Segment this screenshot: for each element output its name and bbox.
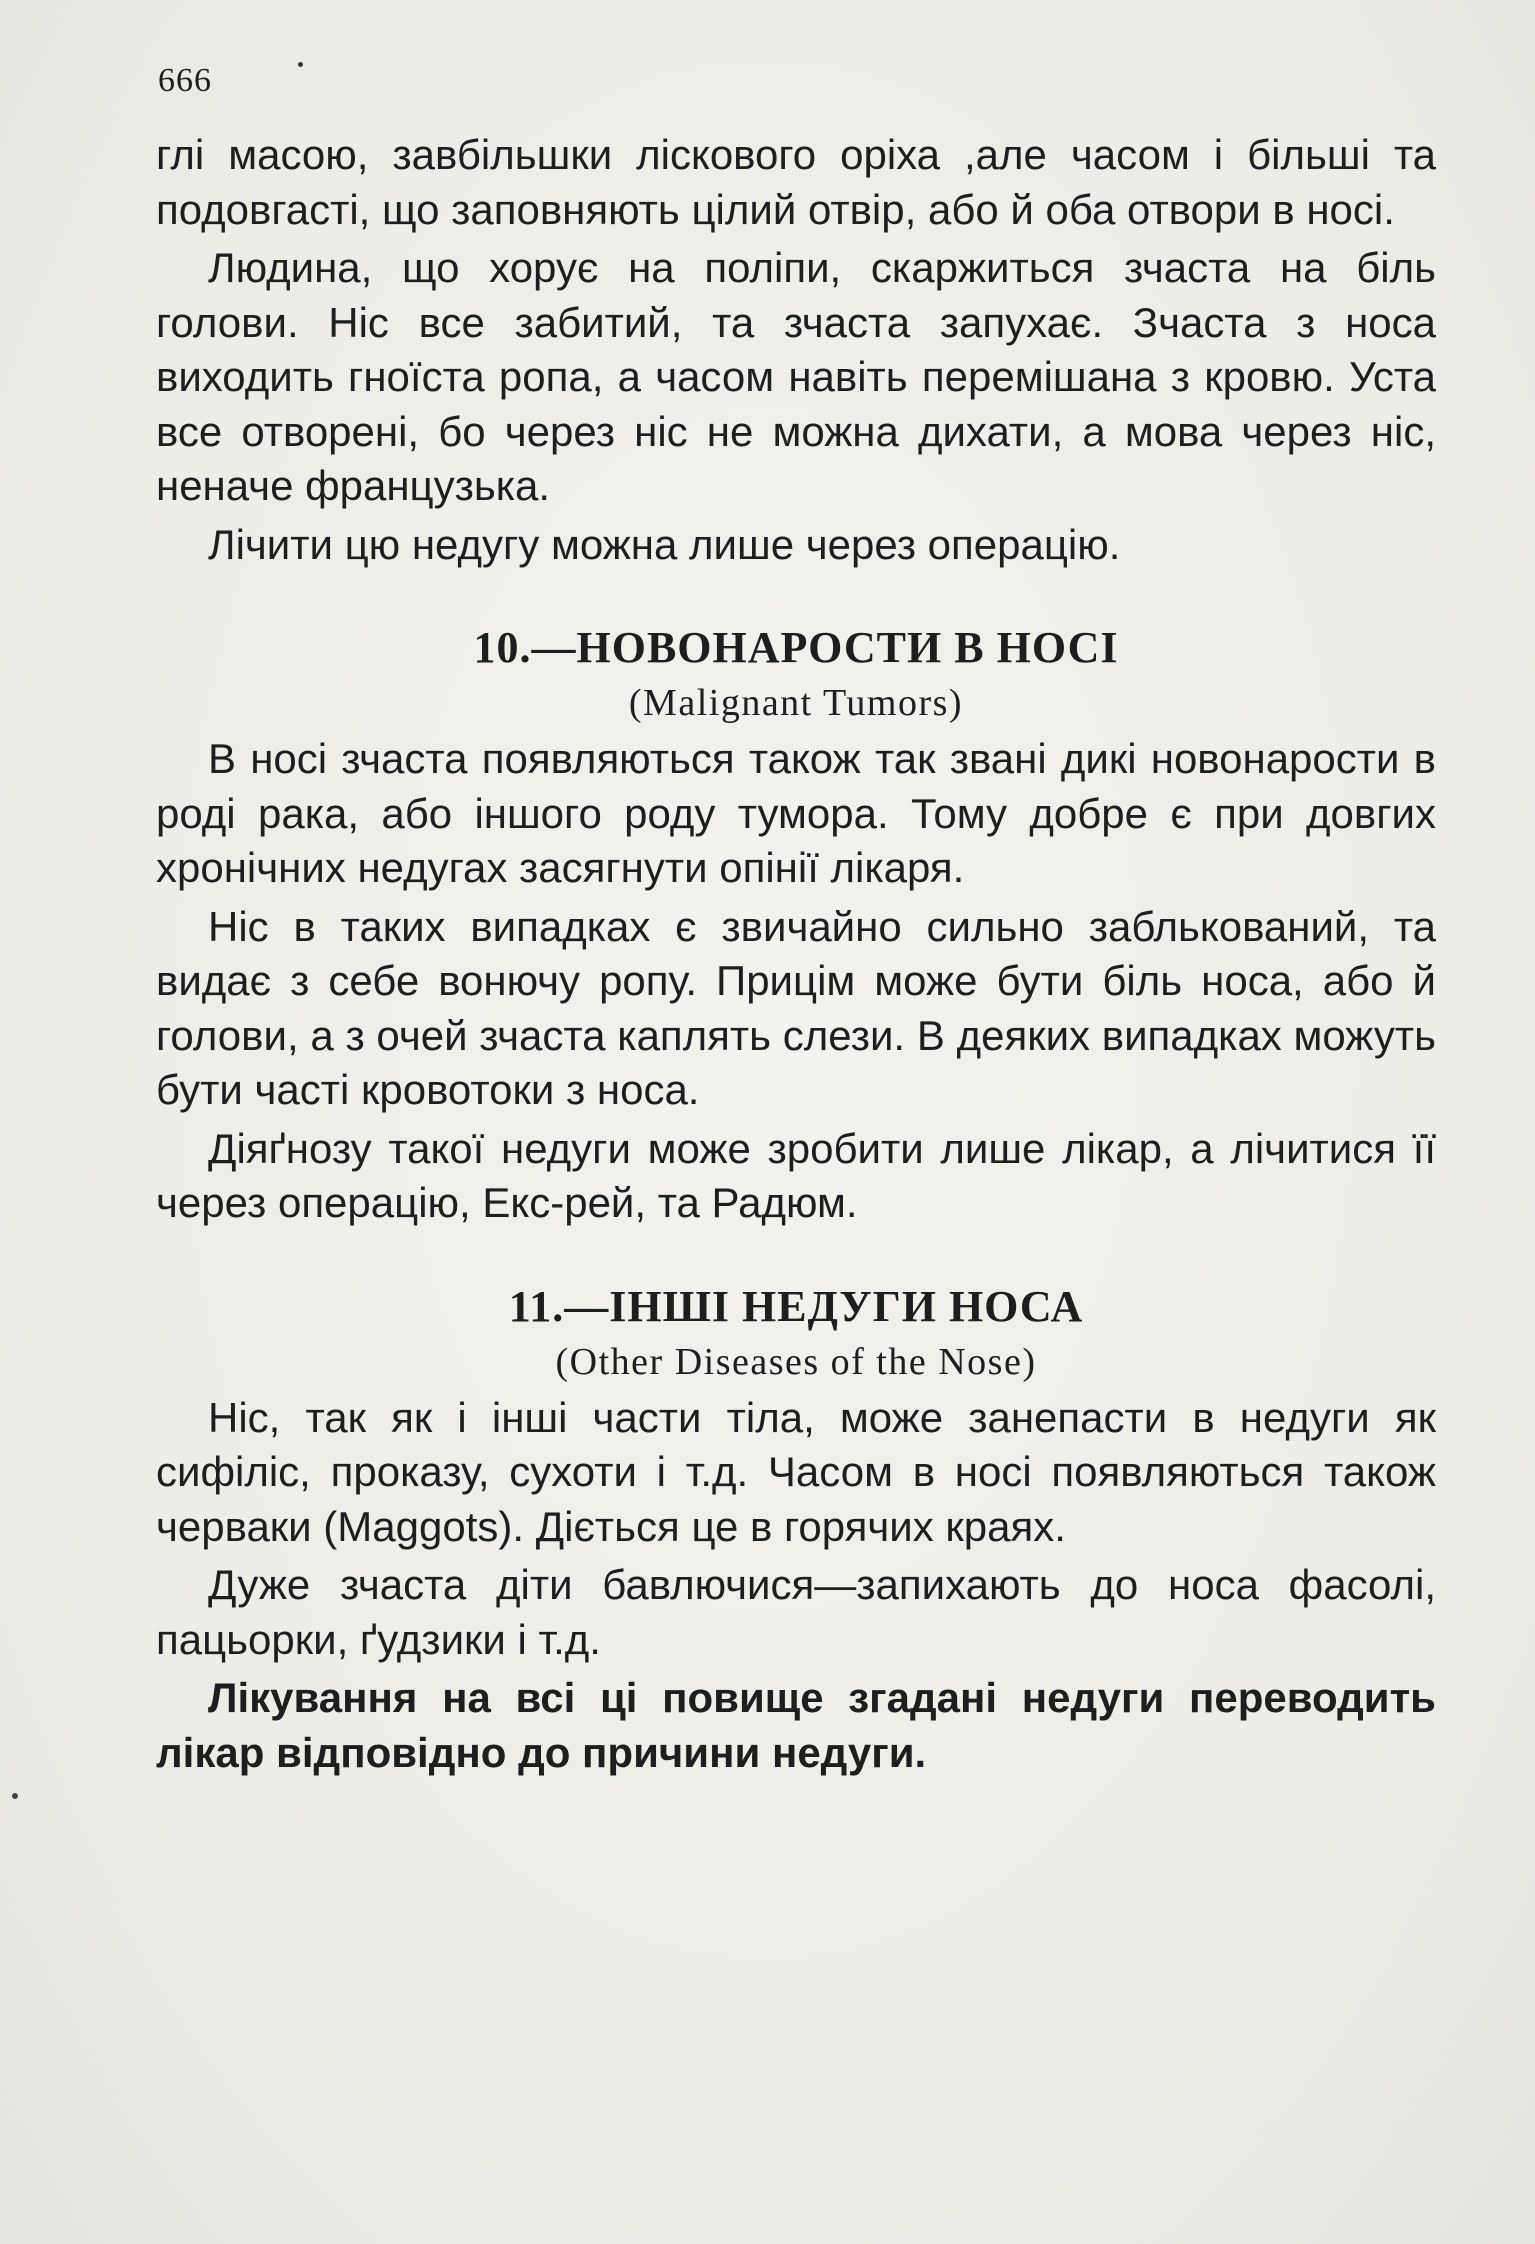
- section-10-subtitle: (Malignant Tumors): [628, 682, 964, 724]
- section-11-heading: 11.—ІНШІ НЕДУГИ НОСА: [508, 1281, 1084, 1331]
- section-10-paragraph-3: Діяґнозу такої недуги може зробити лише лікар, а лічитися її через операцію, Екс-рей, та Радюм.: [156, 1124, 1436, 1226]
- section-11-subtitle: (Other Diseases of the Nose): [555, 1340, 1037, 1383]
- paragraph-polyps-treatment: Лічити цю недугу можна лише через операцію.: [208, 520, 1121, 568]
- section-11-paragraph-1: Ніс, так як і інші части тіла, може занепасти в недуги як сифіліс, проказу, сухоти і т.д. Часом в носі появляються також черваки (Maggots). Діється це в горячих краях.: [156, 1393, 1436, 1550]
- section-11-paragraph-2: Дуже зчаста діти бавлючися—запихають до носа фасолі, пацьорки, ґудзики і т.д.: [156, 1561, 1436, 1663]
- section-10-heading: 10.—НОВОНАРОСТИ В НОСІ: [473, 623, 1119, 672]
- page-number: 666: [158, 62, 212, 99]
- page-content: [156, 128, 1436, 1784]
- margin-speck: [12, 1793, 18, 1799]
- treatment-text: на всі ці повище згадані недуги переводить лікар відповідно до причини недуги.: [156, 1674, 1436, 1776]
- section-11-paragraph-3: [156, 1671, 1436, 1780]
- section-10-paragraph-2: Ніс в таких випадках є звичайно сильно заблькований, та видає з себе вонючу ропу. Прицім може бути біль носа, або й голови, а з очей зчаста каплять слези. В деяких випадках можуть бути часті кровотоки з носа.: [156, 902, 1436, 1113]
- print-speck: [298, 62, 303, 67]
- section-11: [156, 1279, 1436, 1781]
- treatment-label: Лікування: [208, 1674, 418, 1721]
- section-10-paragraph-1: В носі зчаста появляються також так звані дикі новонарости в роді рака, або іншого роду тумора. Тому добре є при довгих хронічних недугах засягнути опінії лікаря.: [156, 735, 1436, 891]
- paragraph-polyps-symptoms: Людина, що хорує на поліпи, скаржиться зчаста на біль голови. Ніс все забитий, та зчаста запухає. Зчаста з носа виходить гноїста ропа, а часом навіть перемішана з кровю. Уста все отворені, бо через ніс не можна дихати, а мова через ніс, неначе французька.: [156, 244, 1436, 509]
- section-10: [156, 620, 1436, 1231]
- paragraph-continued: глі масою, завбільшки ліскового оріха ,але часом і більші та подовгасті, що заповняють цілий отвір, або й оба отвори в носі.: [156, 131, 1436, 233]
